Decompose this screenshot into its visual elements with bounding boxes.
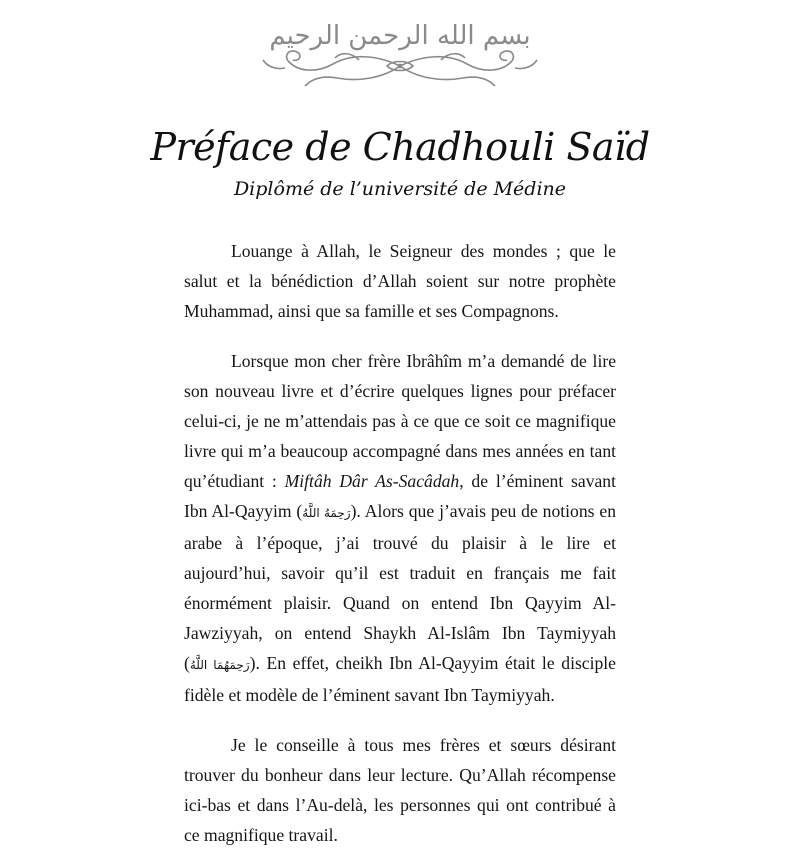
preface-body [184, 236, 616, 850]
flourish-center-dot [398, 64, 403, 69]
arabic-honorific-1: رَحِمَهُ اللَّهُ [302, 506, 351, 520]
basmala-ornament [255, 8, 545, 92]
flourish-decoration [263, 51, 537, 86]
paragraph-2-after-title: , de l’éminent savant Ibn Al-Qayyim ( [184, 471, 616, 521]
paragraph-3: Je le conseille à tous mes frères et sœurs désirant trouver du bonheur dans leur lecture. Qu’Allah récompense ici-bas et dans l’Au-delà, les personnes qui ont contribué à ce magnifique travail. [184, 735, 616, 845]
paragraph-2-middle: ). Alors que j’avais peu de notions en arabe à l’époque, j’ai trouvé du plaisir à le lire et aujourd’hui, savoir qu’il est traduit en français me fait énormément plaisir. Quand on entend Ibn Qayyim Al-Jawziyyah, on entend Shaykh Al-Islâm Ibn Taymiyyah ( [184, 501, 616, 673]
page-subtitle: Diplômé de l’université de Médine [233, 178, 567, 200]
paragraph-2 [184, 346, 616, 710]
page-title: Préface de Chadhouli Saïd [150, 125, 650, 169]
basmala-calligraphy: بسم الله الرحمن الرحيم [269, 21, 531, 51]
arabic-honorific-2: رَحِمَهُمَا اللَّهُ [189, 658, 250, 672]
paragraph-2-intro: Lorsque mon cher frère Ibrâhîm m’a demandé de lire son nouveau livre et d’écrire quelques lignes pour préfacer celui-ci, je ne m’attendais pas à ce que ce soit ce magnifique livre qui m’a beaucoup accompagné dans mes années en tant qu’étudiant : [184, 351, 616, 491]
book-title: Miftâh Dâr As-Sacâdah [284, 471, 460, 491]
paragraph-2-end: ). En effet, cheikh Ibn Al-Qayyim était le disciple fidèle et modèle de l’éminent savant Ibn Taymiyyah. [184, 653, 616, 705]
paragraph-1: Louange à Allah, le Seigneur des mondes ; que le salut et la bénédiction d’Allah soient sur notre prophète Muhammad, ainsi que sa famille et ses Compagnons. [184, 241, 616, 321]
